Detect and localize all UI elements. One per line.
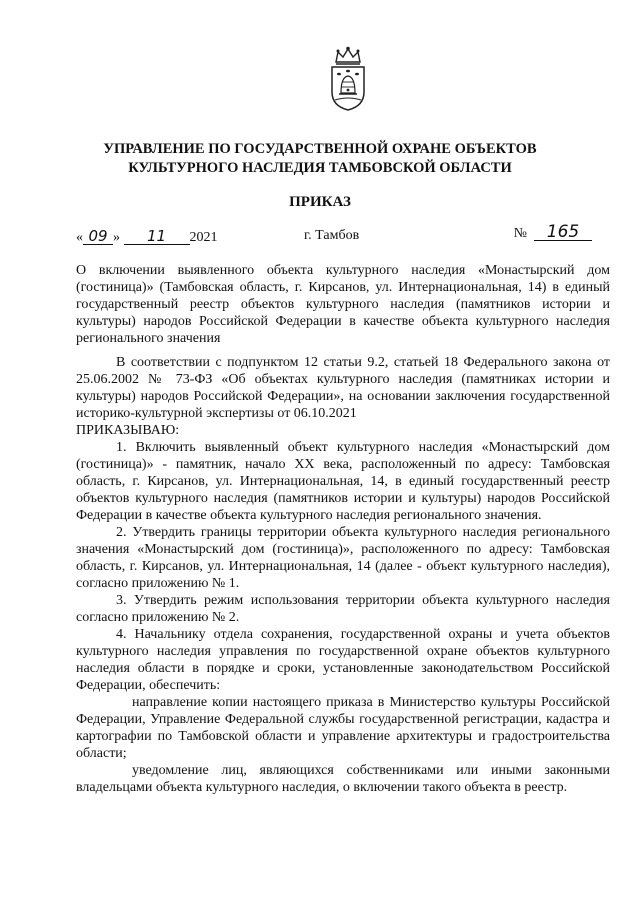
document-number [514,224,592,242]
date-year: 2021 [189,230,218,245]
organization-title-line1: УПРАВЛЕНИЕ ПО ГОСУДАРСТВЕННОЙ ОХРАНЕ ОБЪЕКТОВ [103,141,537,157]
order-item-1: 1. Включить выявленный объект культурного наследия «Монастырский дом (гостиница)» - памятник, начало XX века, расположенный по адресу: Тамбовская область, г. Кирсанов, ул. Интернациональная, 14, в единый государственный реестр объектов культурного наследия (памятников истории и культуры) народов Российской Федерации в качестве объекта культурного наследия регионального значения. [76,440,610,523]
order-item-3: 3. Утвердить режим использования территории объекта культурного наследия согласно приложению № 2. [76,593,610,625]
order-item-4-subitem-a: направление копии настоящего приказа в Министерство культуры Российской Федерации, Управление Федеральной службы государственной регистрации, кадастра и картографии по Тамбовской области и управление архитектуры и градостроительства области; [76,695,610,761]
order-item-4: 4. Начальнику отдела сохранения, государственной охраны и учета объектов культурного наследия управления по государственной охране объектов культурного наследия области в порядке и сроки, установленные законодательством Российской Федерации, обеспечить: [76,627,610,693]
document-city: г. Тамбов [304,228,360,243]
order-subject: О включении выявленного объекта культурного наследия «Монастырский дом (гостиница)» (Тамбовская область, г. Кирсанов, ул. Интернациональная, 14) в единый государственный реестр объектов культурного наследия (памятников истории и культуры) народов Российской Федерации в качестве объекта культурного наследия регионального значения [76,263,610,346]
tambov-region-coat-of-arms-icon [324,46,372,112]
preamble-paragraph: В соответствии с подпунктом 12 статьи 9.2, статьей 18 Федерального закона от 25.06.2002 № 73-ФЗ «Об объектах культурного наследия (памятниках истории и культуры) народов Российской Федерации», на основании заключения государственной историко-культурной экспертизы от 06.10.2021 [76,355,610,421]
date-close-quote: » [113,230,120,245]
number-label: № [513,226,527,241]
number-value: 165 [534,224,592,241]
order-item-4-subitem-b: уведомление лиц, являющихся собственниками или иными законными владельцами объекта культурного наследия, о включении такого объекта в реестр. [76,763,610,795]
organization-title [40,140,600,178]
order-word: ПРИКАЗЫВАЮ: [76,423,180,438]
order-item-2: 2. Утвердить границы территории объекта культурного наследия регионального значения «Монастырский дом (гостиница)», расположенного по адресу: Тамбовская область, г. Кирсанов, ул. Интернациональная, 14 (далее - объект культурного наследия), согласно приложению № 1. [76,525,610,591]
dateline [76,222,592,250]
date-open-quote: « [76,230,83,245]
date-day: 09 [83,228,113,245]
order-body [76,354,610,796]
document-date [76,228,218,246]
document-type: ПРИКАЗ [289,194,351,210]
date-month: 11 [124,228,190,245]
organization-title-line2: КУЛЬТУРНОГО НАСЛЕДИЯ ТАМБОВСКОЙ ОБЛАСТИ [128,160,512,176]
